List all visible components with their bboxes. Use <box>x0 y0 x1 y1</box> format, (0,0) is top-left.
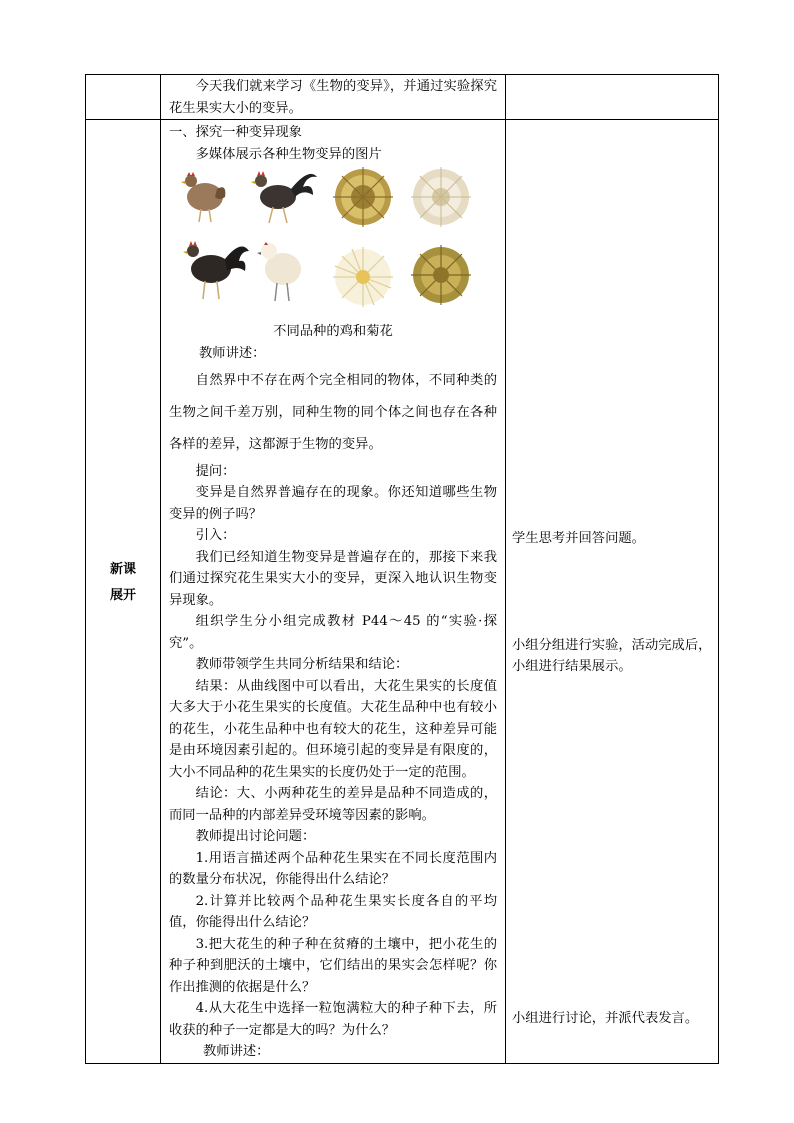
stage-label <box>86 120 160 609</box>
discussion-label: 教师提出讨论问题： <box>195 829 316 844</box>
hen-icon <box>257 242 301 301</box>
discussion-question-3: 3.把大花生的种子种在贫瘠的土壤中，把小花生的种子种到肥沃的土壤中，它们结出的果实会怎样呢？你作出推测的依据是什么？ <box>169 936 497 995</box>
section-title: 一、探究一种变异现象 <box>169 125 302 140</box>
hen-icon <box>181 172 225 222</box>
organize-text: 组织学生分小组完成教材 P44～45 的“实验·探究”。 <box>169 614 497 651</box>
teacher-activity-cell <box>161 75 506 120</box>
chrysanthemum-icon <box>333 167 393 227</box>
analyze-label: 教师带领学生共同分析结果和结论： <box>195 657 409 672</box>
lesson-plan-table <box>85 74 719 1064</box>
image-caption: 不同品种的鸡和菊花 <box>273 324 393 339</box>
teacher-speech-label-2: 教师讲述： <box>203 1044 270 1059</box>
media-intro: 多媒体展示各种生物变异的图片 <box>195 146 382 162</box>
stage-cell <box>86 120 161 1064</box>
intro-label: 引入： <box>195 528 236 543</box>
student-response-1: 学生思考并回答问题。 <box>512 531 645 546</box>
table-row <box>86 75 719 120</box>
chrysanthemum-icon <box>411 245 471 305</box>
variation-images <box>161 167 505 317</box>
question-label: 提问： <box>195 463 236 479</box>
teacher-speech: 自然界中不存在两个完全相同的物体，不同种类的生物之间千差万别，同种生物的同个体之间也存在各种各样的差异，这都源于生物的变异。 <box>169 372 497 452</box>
table-row <box>86 120 719 1064</box>
stage-cell-empty <box>86 75 161 120</box>
chrysanthemum-icon <box>411 167 471 227</box>
student-activity-cell <box>506 120 719 1064</box>
intro-text: 我们已经知道生物变异是普遍存在的，那接下来我们通过探究花生果实大小的变异，更深入地认识生物变异现象。 <box>169 549 497 608</box>
discussion-question-1: 1.用语言描述两个品种花生果实在不同长度范围内的数量分布状况，你能得出什么结论？ <box>169 850 497 887</box>
rooster-icon <box>183 241 249 299</box>
chrysanthemum-icon <box>333 247 393 307</box>
discussion-question-4: 4.从大花生中选择一粒饱满粒大的种子种下去，所收获的种子一定都是大的吗？为什么？ <box>169 1001 497 1038</box>
teacher-speech-label: 教师讲述： <box>199 346 266 361</box>
chicken-and-chrysanthemum-illustration <box>173 167 493 317</box>
intro-paragraph: 今天我们就来学习《生物的变异》，并通过实验探究花生果实大小的变异。 <box>169 79 497 116</box>
question: 变异是自然界普遍存在的现象。你还知道哪些生物变异的例子吗？ <box>169 485 497 522</box>
teacher-activity-cell <box>161 120 506 1064</box>
stage-label-line2: 展开 <box>109 588 136 603</box>
student-activity-cell-empty <box>506 75 719 120</box>
discussion-question-2: 2.计算并比较两个品种花生果实长度各自的平均值，你能得出什么结论？ <box>169 893 497 930</box>
conclusion-text: 结论：大、小两种花生的差异是品种不同造成的，而同一品种的内部差异受环境等因素的影响。 <box>169 786 497 823</box>
rooster-icon <box>251 171 317 223</box>
stage-label-line1: 新课 <box>109 562 136 577</box>
student-response-3: 小组进行讨论，并派代表发言。 <box>512 1010 699 1026</box>
result-text: 结果：从曲线图中可以看出，大花生果实的长度值大多大于小花生果实的长度值。大花生品种中也有较小的花生，小花生品种中也有较大的花生，这种差异可能是由环境因素引起的。但环境引起的变异是有限度的，大小不同品种的花生果实的长度仍处于一定的范围。 <box>169 678 497 780</box>
student-response-2: 小组分组进行实验，活动完成后，小组进行结果展示。 <box>512 637 712 674</box>
